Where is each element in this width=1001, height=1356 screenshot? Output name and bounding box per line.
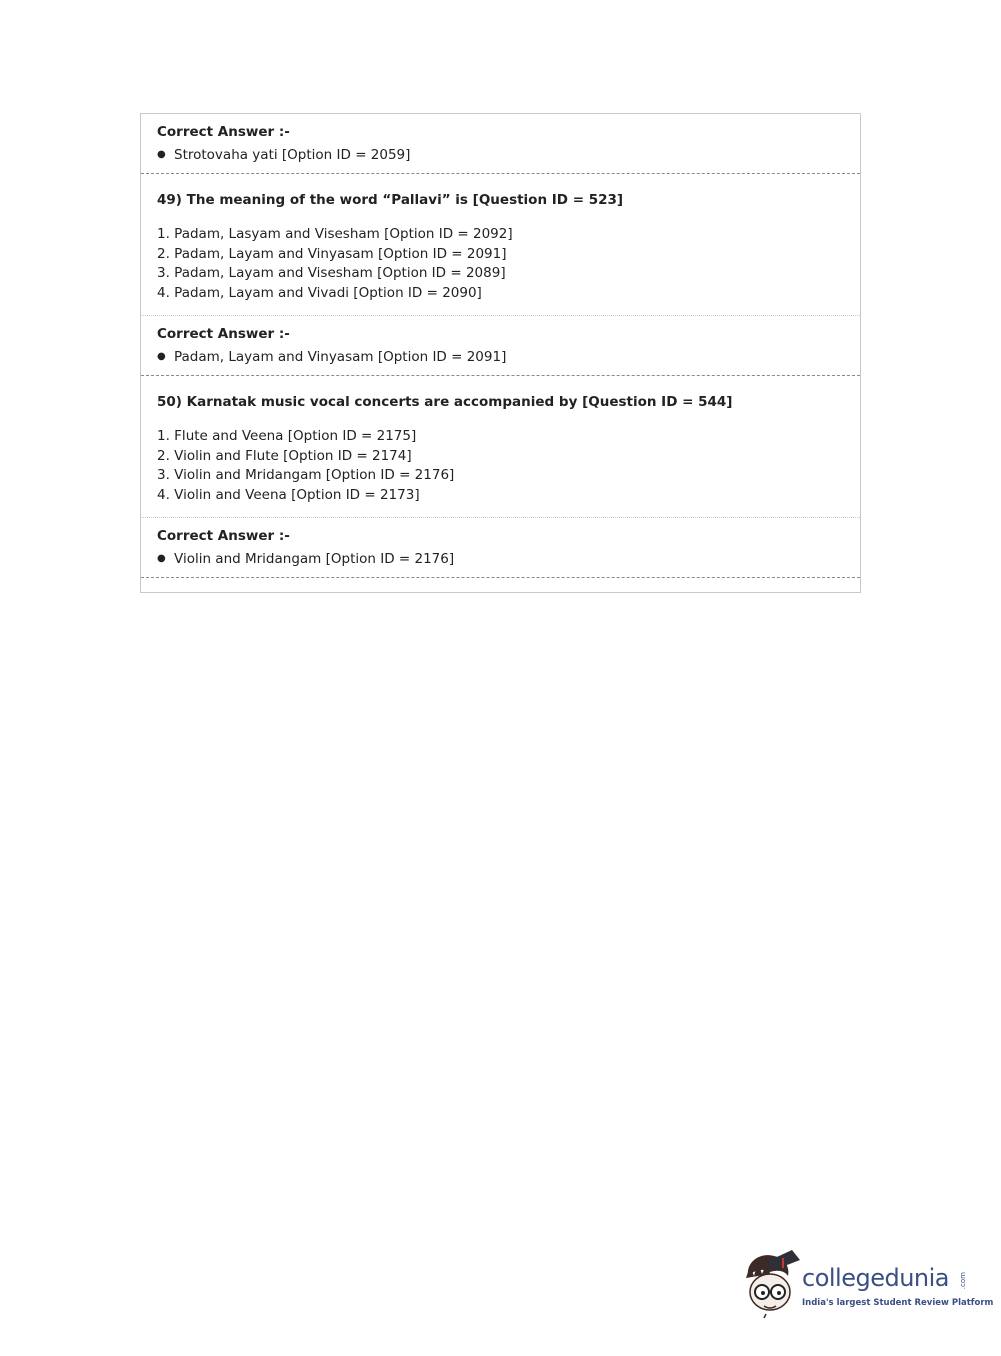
bullet-icon: ● — [157, 149, 166, 160]
correct-answer-item — [157, 146, 844, 164]
question-title: 50) Karnatak music vocal concerts are accompanied by [Question ID = 544] — [157, 394, 733, 410]
correct-answer-item — [157, 550, 844, 568]
answer-block-49 — [141, 316, 860, 375]
brand-tagline: India's largest Student Review Platform — [802, 1298, 994, 1308]
brand-name: collegedunia — [802, 1264, 950, 1292]
bullet-icon: ● — [157, 351, 166, 362]
option-3: 3. Violin and Mridangam [Option ID = 2176] — [157, 467, 455, 483]
correct-answer-label: Correct Answer :- — [157, 528, 290, 544]
question-50 — [141, 376, 860, 517]
option-3: 3. Padam, Layam and Visesham [Option ID = 2089] — [157, 265, 506, 281]
option-1: 1. Flute and Veena [Option ID = 2175] — [157, 428, 417, 444]
question-49 — [141, 174, 860, 315]
correct-answer-text: Strotovaha yati [Option ID = 2059] — [174, 147, 411, 163]
correct-answer-label: Correct Answer :- — [157, 326, 290, 342]
answer-block-50 — [141, 518, 860, 577]
option-4: 4. Padam, Layam and Vivadi [Option ID = 2090] — [157, 284, 482, 301]
correct-answer-label: Correct Answer :- — [157, 124, 290, 140]
correct-answer-text: Violin and Mridangam [Option ID = 2176] — [174, 551, 455, 567]
option-2: 2. Violin and Flute [Option ID = 2174] — [157, 447, 412, 464]
answer-block-48 — [141, 114, 860, 173]
option-4: 4. Violin and Veena [Option ID = 2173] — [157, 486, 420, 503]
option-1: 1. Padam, Lasyam and Visesham [Option ID = 2092] — [157, 226, 513, 242]
correct-answer-item — [157, 348, 844, 366]
brand-suffix: .com — [959, 1272, 967, 1290]
question-sheet — [140, 113, 861, 593]
question-divider — [141, 577, 860, 578]
mascot-icon — [740, 1248, 802, 1320]
option-2: 2. Padam, Layam and Vinyasam [Option ID = 2091] — [157, 245, 507, 262]
bullet-icon: ● — [157, 553, 166, 564]
question-title: 49) The meaning of the word “Pallavi” is [Question ID = 523] — [157, 192, 624, 208]
collegedunia-logo — [740, 1248, 994, 1320]
correct-answer-text: Padam, Layam and Vinyasam [Option ID = 2091] — [174, 349, 507, 365]
